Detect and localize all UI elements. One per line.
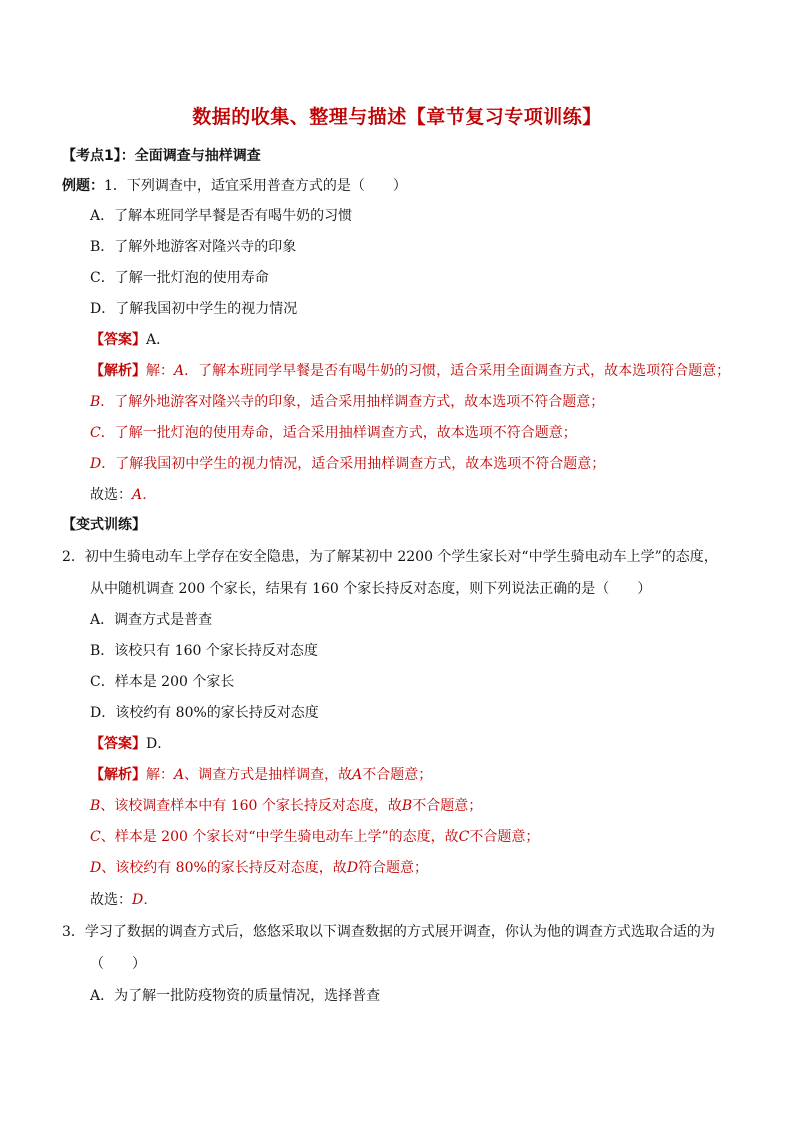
q2-analysis-a: 【解析】解：A、调查方式是抽样调查，故A不合题意；	[90, 767, 433, 783]
q1-answer-value: A．	[146, 332, 171, 348]
q2-option-c: C．样本是 200 个家长	[90, 674, 235, 690]
kaodian-heading	[62, 146, 261, 166]
q2-analysis-c: C、样本是 200 个家长对“中学生骑电动车上学”的态度，故C不合题意；	[90, 829, 540, 845]
q1-choose: 故选：A．	[90, 487, 157, 503]
q1-option-d: D．了解我国初中学生的视力情况	[90, 301, 298, 317]
q2-option-d: D．该校约有 80%的家长持反对态度	[90, 705, 319, 721]
q1-answer	[90, 330, 170, 350]
q1-prefix: 例题：	[62, 178, 104, 194]
kaodian-text: ：全面调查与抽样调查	[120, 148, 261, 164]
q2-analysis-b: B、该校调查样本中有 160 个家长持反对态度，故B不合题意；	[90, 798, 483, 814]
bianshi-heading: 【变式训练】	[62, 517, 146, 533]
q1-answer-label: 【答案】	[90, 332, 146, 348]
q1-analysis-a: 【解析】解：A．了解本班同学早餐是否有喝牛奶的习惯，适合采用全面调查方式，故本选项符合题意；	[90, 363, 731, 379]
q2-stem-line2: 从中随机调查 200 个家长，结果有 160 个家长持反对态度，则下列说法正确的是（ ）	[90, 581, 652, 597]
q2-option-a: A．调查方式是普查	[90, 612, 213, 628]
q1-analysis-c: C．了解一批灯泡的使用寿命，适合采用抽样调查方式，故本选项不符合题意；	[90, 425, 577, 441]
q1-stem	[62, 176, 407, 196]
q1-analysis-label: 【解析】	[90, 363, 146, 379]
q1-option-a: A．了解本班同学早餐是否有喝牛奶的习惯	[90, 208, 353, 224]
q3-stem-line2: （ ）	[90, 956, 146, 972]
q2-option-b: B．该校只有 160 个家长持反对态度	[90, 643, 318, 659]
q3-stem-line1: 3．学习了数据的调查方式后，悠悠采取以下调查数据的方式展开调查，你认为他的调查方式选取合适的为	[62, 924, 715, 940]
q3-option-a: A．为了解一批防疫物资的质量情况，选择普查	[90, 988, 381, 1004]
q1-option-c: C．了解一批灯泡的使用寿命	[90, 270, 269, 286]
q1-analysis-lead: 解：	[146, 363, 174, 379]
page-title: 数据的收集、整理与描述【章节复习专项训练】	[192, 106, 602, 128]
q1-analysis-b: B．了解外地游客对隆兴寺的印象，适合采用抽样调查方式，故本选项不符合题意；	[90, 394, 605, 410]
kaodian-label: 【考点1】	[62, 148, 121, 164]
q1-option-b: B．了解外地游客对隆兴寺的印象	[90, 239, 297, 255]
q1-analysis-d: D．了解我国初中学生的视力情况，适合采用抽样调查方式，故本选项不符合题意；	[90, 456, 606, 472]
q2-stem-line1: 2．初中生骑电动车上学存在安全隐患，为了解某初中 2200 个学生家长对“中学生骑电动车上学”的态度，	[62, 549, 718, 565]
q2-analysis-d: D、该校约有 80%的家长持反对态度，故D符合题意；	[90, 860, 429, 876]
q2-choose: 故选：D．	[90, 892, 158, 908]
q2-answer: 【答案】D．	[90, 736, 172, 752]
q1-stem-text: 1．下列调查中，适宜采用普查方式的是（ ）	[104, 178, 407, 194]
